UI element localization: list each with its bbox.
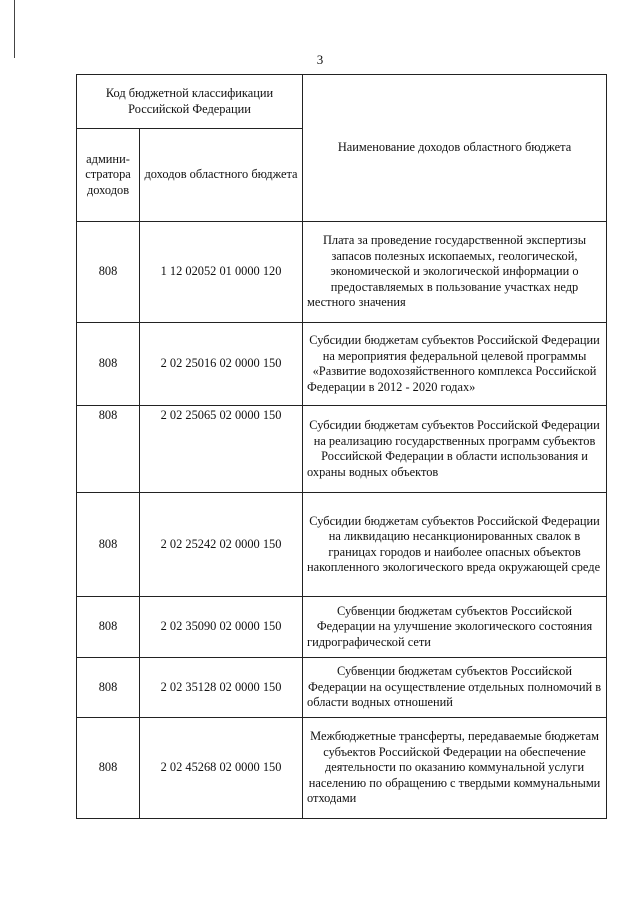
income-name-cell: Субсидии бюджетам субъектов Российской Федерации на ликвидацию несанкционированных свалок в границах городов и наиболее опасных объектов накопленного экологического вреда окружающей среде (303, 493, 607, 597)
table-row (77, 718, 607, 819)
table-row (77, 222, 607, 323)
admin-code-cell: 808 (77, 718, 140, 819)
header-administrator: админи-стратора доходов (77, 129, 140, 222)
income-name-cell: Субвенции бюджетам субъектов Российской Федерации на осуществление отдельных полномочий в области водных отношений (303, 658, 607, 718)
admin-code-cell: 808 (77, 658, 140, 718)
income-code-cell: 2 02 35090 02 0000 150 (140, 597, 303, 658)
table-row (77, 323, 607, 406)
header-budget-classification-code: Код бюджетной классификации Российской Федерации (77, 75, 303, 129)
income-code-cell: 2 02 25016 02 0000 150 (140, 323, 303, 406)
income-name-cell: Межбюджетные трансферты, передаваемые бюджетам субъектов Российской Федерации на обеспечение деятельности по оказанию коммунальной услуги населению по обращению с твердыми коммунальными отходами (303, 718, 607, 819)
income-code-cell: 2 02 35128 02 0000 150 (140, 658, 303, 718)
admin-code-cell: 808 (77, 406, 140, 493)
admin-code-cell: 808 (77, 222, 140, 323)
table-row (77, 658, 607, 718)
income-name-cell: Субсидии бюджетам субъектов Российской Федерации на реализацию государственных программ субъектов Российской Федерации в области использования и охраны водных объектов (303, 406, 607, 493)
table-row (77, 597, 607, 658)
header-income-code: доходов областного бюджета (140, 129, 303, 222)
income-code-cell: 2 02 25065 02 0000 150 (140, 406, 303, 493)
admin-code-cell: 808 (77, 493, 140, 597)
admin-code-cell: 808 (77, 323, 140, 406)
income-code-cell: 1 12 02052 01 0000 120 (140, 222, 303, 323)
budget-classification-table (76, 74, 607, 819)
table-row (77, 493, 607, 597)
income-name-cell: Плата за проведение государственной экспертизы запасов полезных ископаемых, геологической, экономической и экологической информации о предоставляемых в пользование участках недр местного значения (303, 222, 607, 323)
income-code-cell: 2 02 45268 02 0000 150 (140, 718, 303, 819)
admin-code-cell: 808 (77, 597, 140, 658)
table-row (77, 406, 607, 493)
income-name-cell: Субвенции бюджетам субъектов Российской Федерации на улучшение экологического состояния гидрографической сети (303, 597, 607, 658)
income-code-cell: 2 02 25242 02 0000 150 (140, 493, 303, 597)
header-income-name: Наименование доходов областного бюджета (303, 75, 607, 222)
page-edge-mark (14, 0, 15, 58)
income-name-cell: Субсидии бюджетам субъектов Российской Федерации на мероприятия федеральной целевой программы «Развитие водохозяйственного комплекса Российской Федерации в 2012 - 2020 годах» (303, 323, 607, 406)
page-number: 3 (316, 52, 324, 67)
